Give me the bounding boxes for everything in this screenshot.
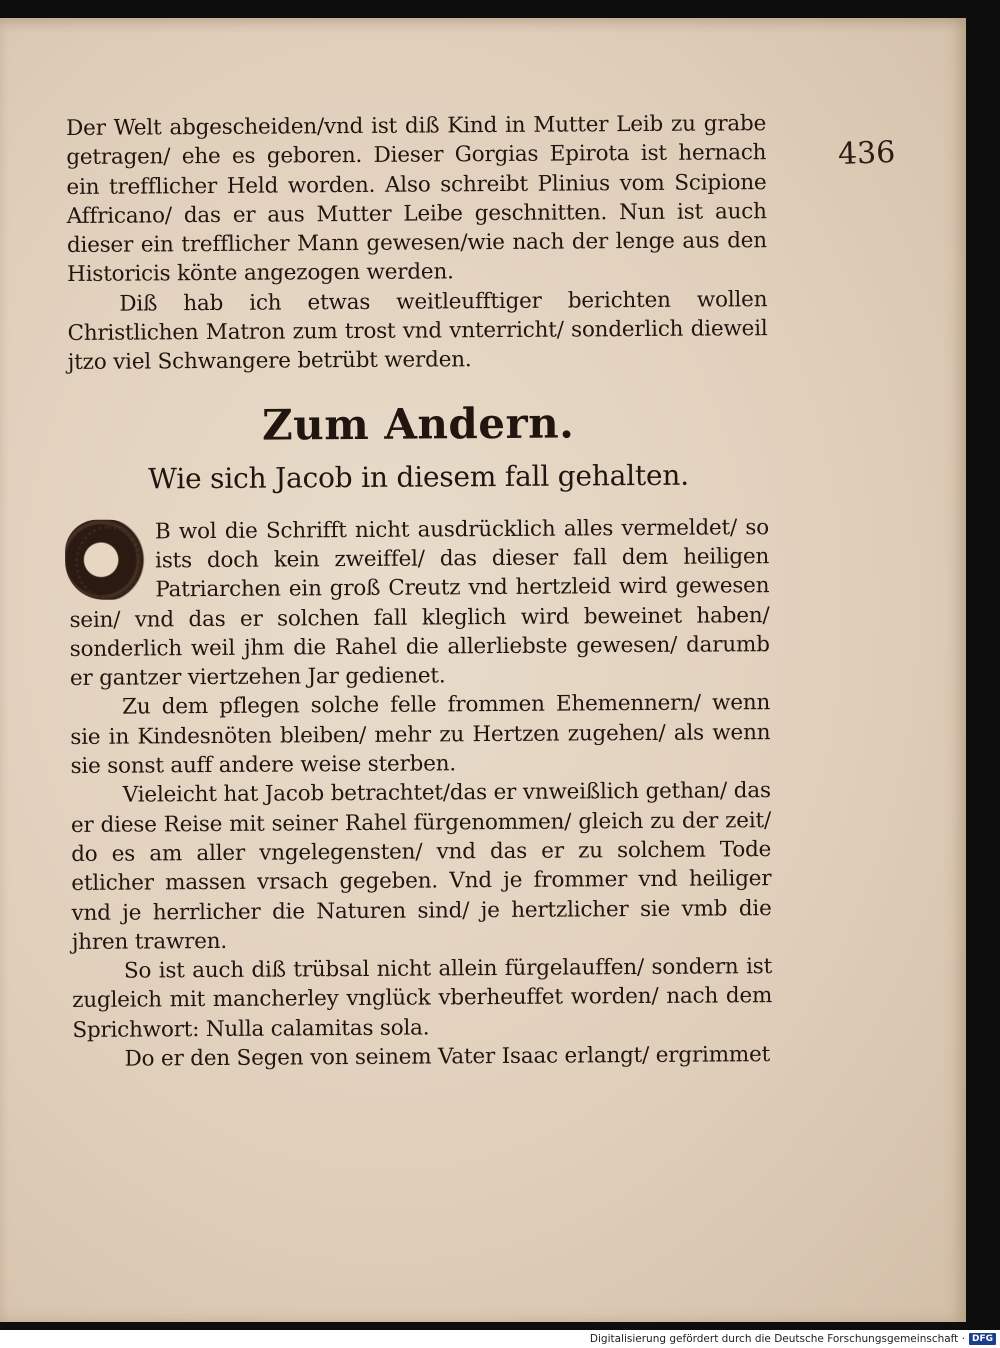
section-subheading: Wie sich Jacob in diesem fall gehalten. [148,458,689,496]
book-page [0,18,966,1322]
paragraph-7: Do er den Segen von seinem Vater Isaac erlangt/ ergrimmet [124,1042,771,1072]
paragraph-6: So ist auch diß trübsal nicht allein fürgelauffen/ sondern ist zugleich mit mancherley vnglück vberheuffet worden/ nach dem Sprichwort: Nulla calamitas sola. [72,954,773,1043]
footer-bar [0,1330,1000,1348]
page-text [66,109,773,1074]
decorated-initial [65,519,146,600]
paragraph-4: Zu dem pflegen solche felle frommen Ehemennern/ wenn sie in Kindesnöten bleiben/ mehr zu Hertzen zugehen/ als wenn sie sonst auff andere weise sterben. [70,690,771,780]
footer-credit: Digitalisierung gefördert durch die Deutsche Forschungsgemeinschaft · [589,1333,965,1345]
paragraph-3-text: B wol die Schrifft nicht ausdrücklich alles vermeldet/ so ists doch kein zweiffel/ das dieser fall dem heiligen Patriarchen ein groß Creutz vnd hertzleid wird gewesen sein/ vnd das er solchen fall kleglich wird beweinet haben/ sonderlich weil jhm die Rahel die allerliebste gewesen/ darumb er gantzer viertzehen Jar gedienet. [69,514,770,692]
dfg-logo: DFG [969,1333,996,1345]
paragraph-2: Diß hab ich etwas weitleufftiger berichten wollen Christlichen Matron zum trost vnd vnterricht/ sonderlich dieweil jtzo viel Schwangere betrübt werden. [67,286,768,376]
page-number: 436 [837,135,896,172]
paragraph-5: Vieleicht hat Jacob betrachtet/das er vnweißlich gethan/ das er diese Reise mit seiner Rahel fürgenommen/ gleich zu der zeit/ do es am aller vngelegensten/ vnd das er zu solchem Tode etlicher massen vrsach gegeben. Vnd je frommer vnd heiliger vnd je herrlicher die Naturen sind/ je hertzlicher sie vmb die jhren trawren. [70,778,772,955]
section-heading: Zum Andern. [261,398,575,450]
paragraph-3 [69,513,770,694]
paragraph-1: Der Welt abgescheiden/vnd ist diß Kind in Mutter Leib zu grabe getragen/ ehe es geboren. Dieser Gorgias Epirota ist hernach ein trefflicher Held worden. Also schreibt Plinius vom Scipione Affricano/ das er aus Mutter Leibe geschnitten. Nun ist auch dieser ein trefflicher Mann gewesen/wie nach der lenge aus den Historicis könte angezogen werden. [66,111,767,288]
